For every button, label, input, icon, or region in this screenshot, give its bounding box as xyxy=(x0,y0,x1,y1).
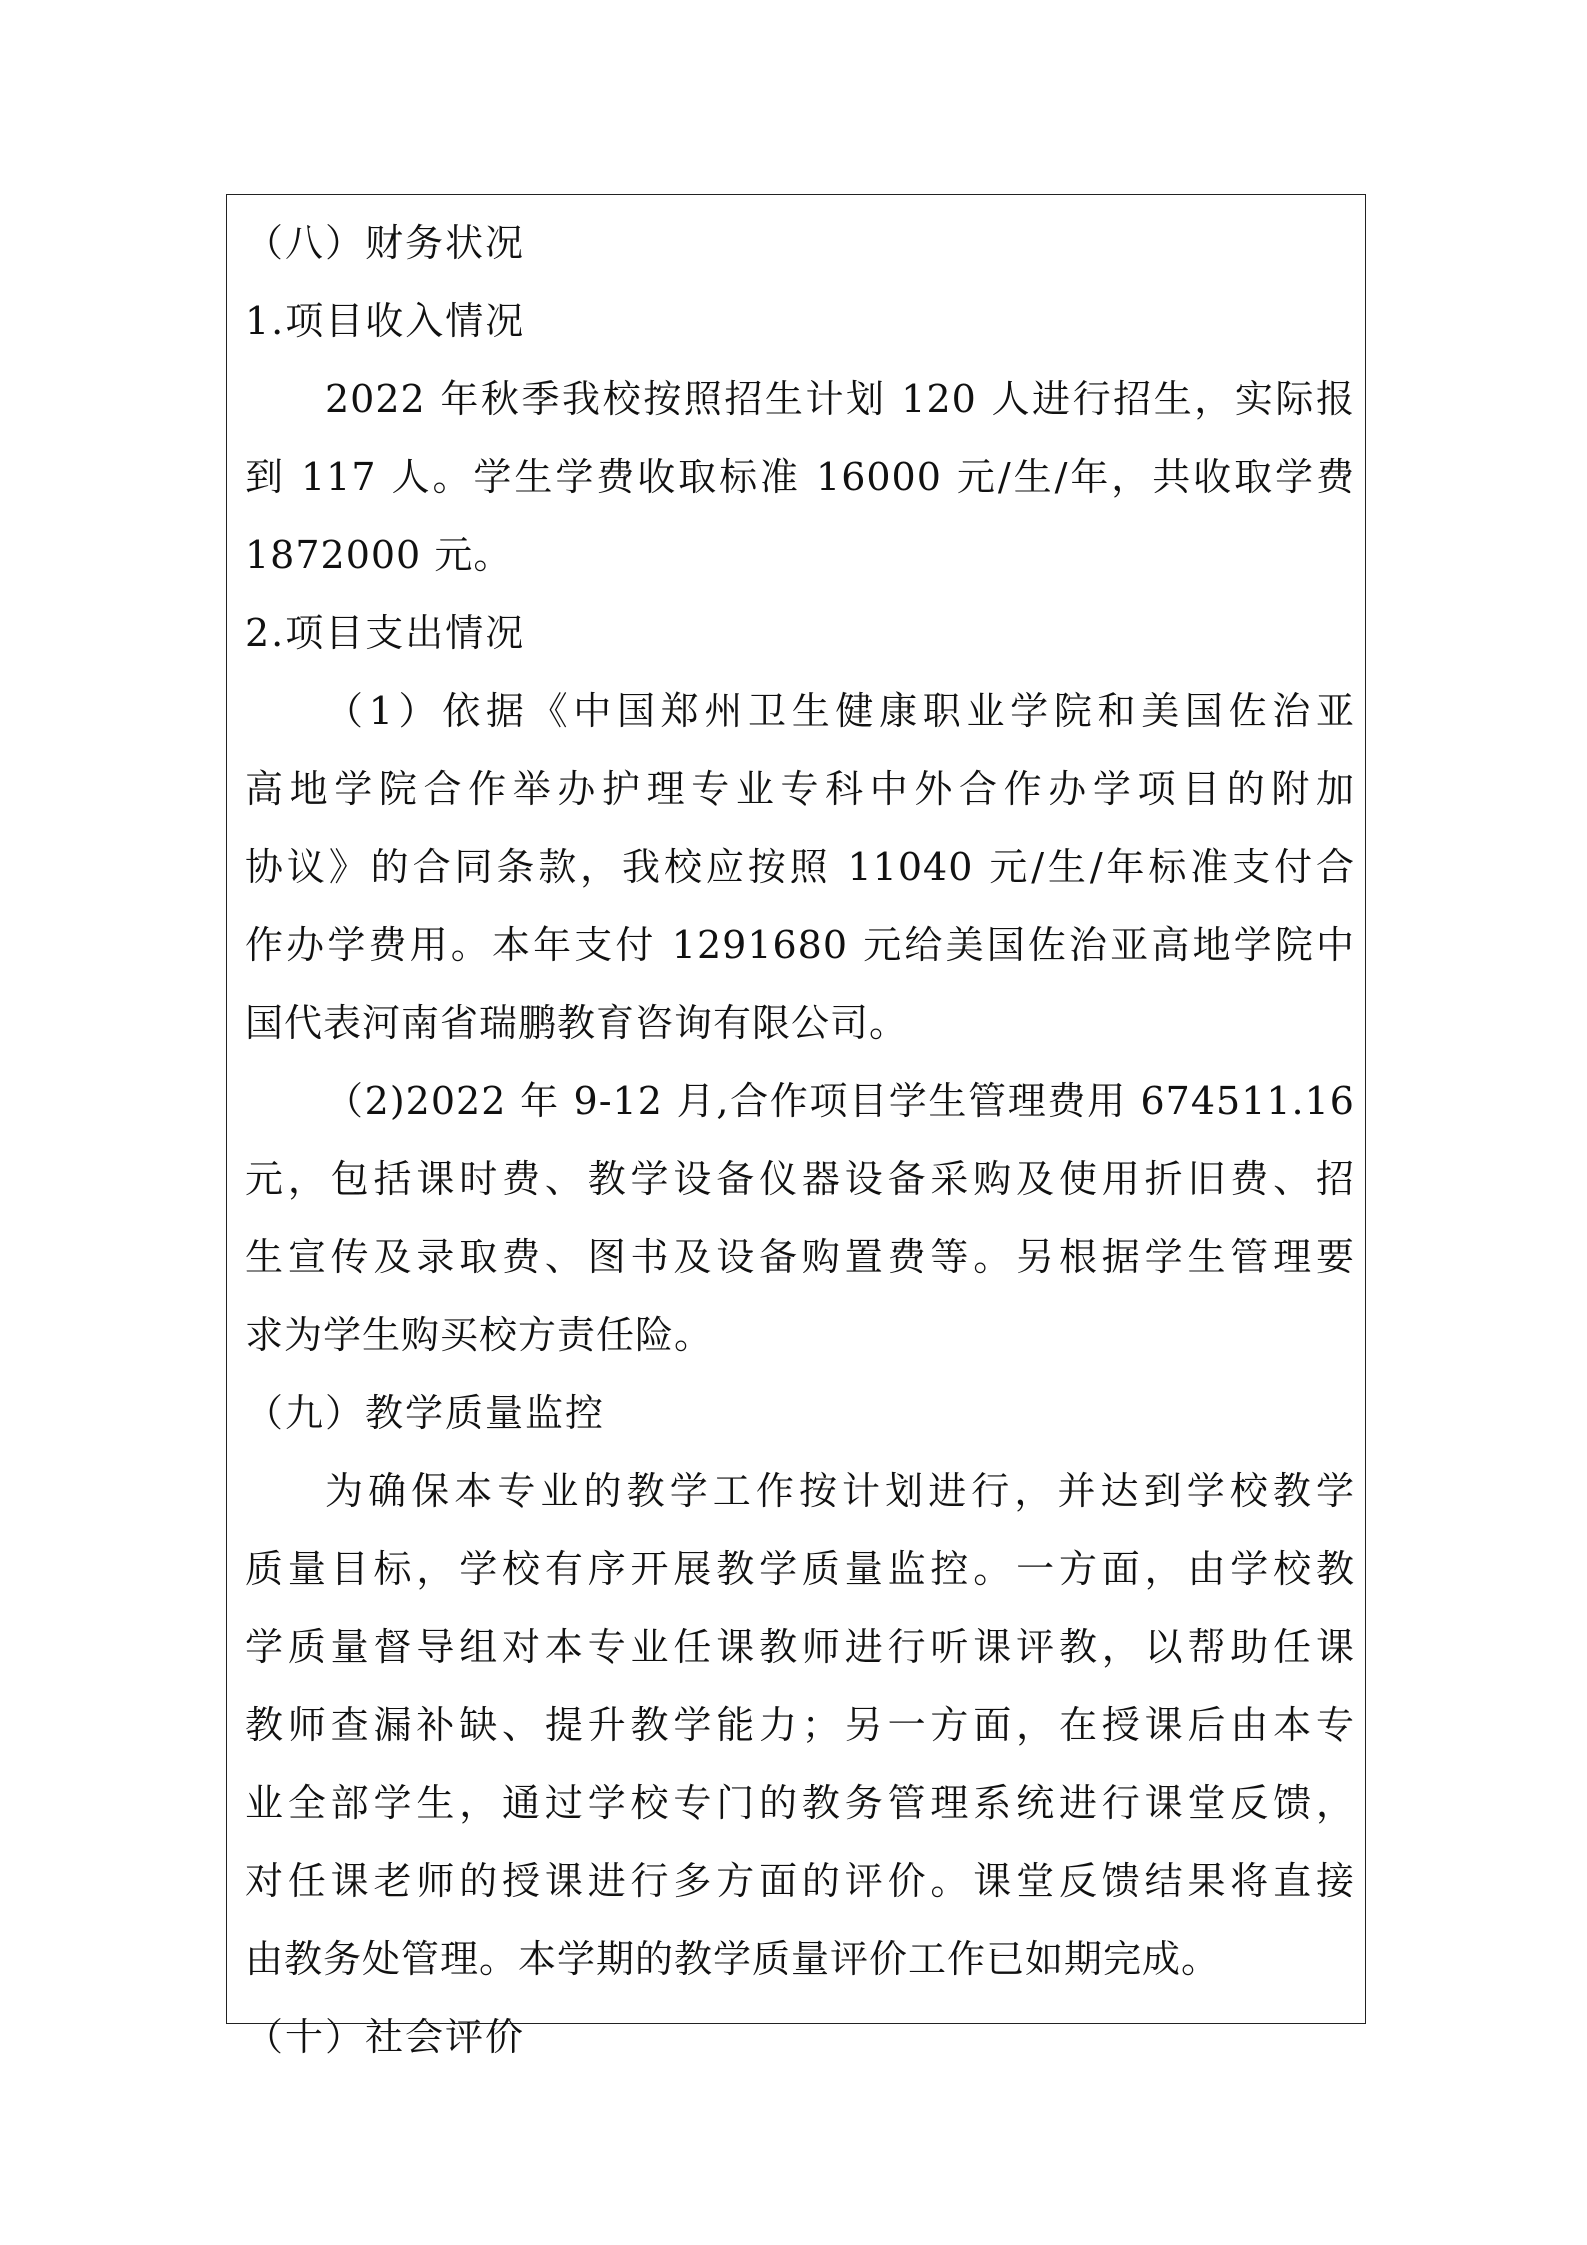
paragraph-line: 为确保本专业的教学工作按计划进行，并达到学校教学 xyxy=(325,1469,1355,1513)
paragraph-line: 国代表河南省瑞鹏教育咨询有限公司。 xyxy=(245,1001,909,1045)
paragraph-line: 教师查漏补缺、提升教学能力；另一方面，在授课后由本专 xyxy=(245,1703,1355,1747)
paragraph-line: （2)2022 年 9-12 月,合作项目学生管理费用 674511.16 xyxy=(325,1079,1355,1123)
paragraph-line: 求为学生购买校方责任险。 xyxy=(245,1313,714,1357)
paragraph-line: 作办学费用。本年支付 1291680 元给美国佐治亚高地学院中 xyxy=(245,923,1355,967)
paragraph-line: 学质量督导组对本专业任课教师进行听课评教，以帮助任课 xyxy=(245,1625,1355,1669)
section-heading: 2.项目支出情况 xyxy=(245,611,526,655)
paragraph-line: 对任课老师的授课进行多方面的评价。课堂反馈结果将直接 xyxy=(245,1859,1355,1903)
paragraph-line: （1）依据《中国郑州卫生健康职业学院和美国佐治亚 xyxy=(325,689,1355,733)
paragraph-line: 由教务处管理。本学期的教学质量评价工作已如期完成。 xyxy=(245,1937,1221,1981)
section-heading: （九）教学质量监控 xyxy=(245,1391,606,1435)
paragraph-line: 业全部学生，通过学校专门的教务管理系统进行课堂反馈， xyxy=(245,1781,1355,1825)
paragraph-line: 协议》的合同条款，我校应按照 11040 元/生/年标准支付合 xyxy=(245,845,1355,889)
paragraph-line: 2022 年秋季我校按照招生计划 120 人进行招生，实际报 xyxy=(325,377,1355,421)
section-heading: （八）财务状况 xyxy=(245,221,526,265)
document-body xyxy=(245,204,1355,2076)
paragraph-line: 生宣传及录取费、图书及设备购置费等。另根据学生管理要 xyxy=(245,1235,1355,1279)
paragraph-line: 元，包括课时费、教学设备仪器设备采购及使用折旧费、招 xyxy=(245,1157,1355,1201)
paragraph-line: 1872000 元。 xyxy=(245,533,513,577)
section-heading: 1.项目收入情况 xyxy=(245,299,526,343)
paragraph-line: 高地学院合作举办护理专业专科中外合作办学项目的附加 xyxy=(245,767,1355,811)
section-heading: （十）社会评价 xyxy=(245,2015,526,2059)
paragraph-line: 到 117 人。学生学费收取标准 16000 元/生/年，共收取学费 xyxy=(245,455,1355,499)
paragraph-line: 质量目标，学校有序开展教学质量监控。一方面，由学校教 xyxy=(245,1547,1355,1591)
